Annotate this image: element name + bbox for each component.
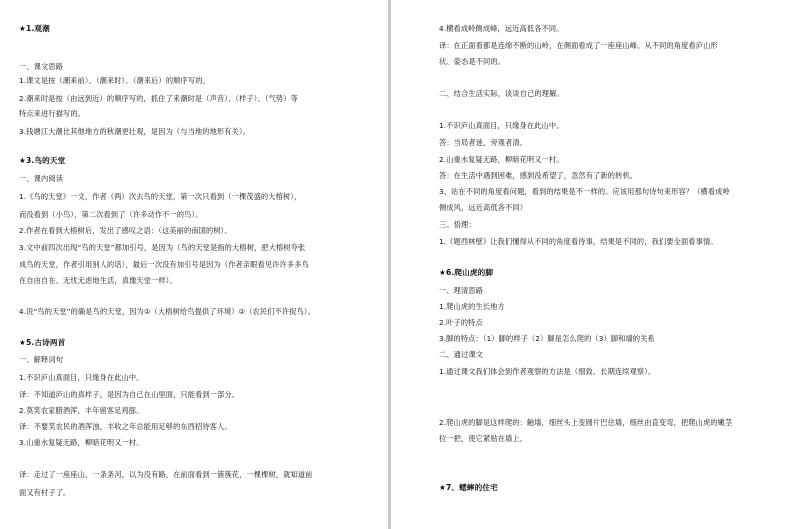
text-line: 3.脚的特点：（1）脚的样子（2）脚是怎么爬的（3）脚和墙的关系 [439, 334, 655, 343]
section-title-xishuai: ★7、蟋蟀的住宅 [439, 483, 498, 492]
text-line: 2.爬山虎的脚是这样爬的：触墙，细丝头上变圆片巴住墙，细丝由直变弯，把爬山虎的嫩茎 [439, 418, 733, 427]
section-subheading: 一、解释词句 [19, 355, 64, 364]
text-line: 2.莫笑农家腊酒浑，丰年留客足鸡豚。 [19, 406, 144, 415]
section-subheading: 二、通过课文 [439, 350, 484, 359]
section-subheading: 一、课文思路 [19, 62, 64, 71]
text-line: 4.说“鸟的天堂”的确是鸟的天堂，因为①（大榕树给鸟提供了环境）②（农民们不许捉鸟）。 [19, 307, 315, 316]
left-page [0, 0, 388, 529]
text-line: 3.钱塘江大潮比其他地方的秋潮更壮观，是因为（与当地的地形有关）。 [19, 127, 251, 136]
text-line: 1.爬山虎的生长地方 [439, 302, 505, 311]
text-line: 1.《鸟的天堂》一文，作者（两）次去鸟的天堂，第一次只看到（一棵茂盛的大榕树）， [19, 192, 302, 201]
text-line: 译：不要笑农民的酒浑浊，丰收之年总能用足够的东西招待客人。 [19, 422, 232, 431]
section-title-niaodetiantang: ★3.鸟的天堂 [19, 156, 66, 165]
section-title-guanchao: ★1.观潮 [19, 24, 50, 33]
text-line: 译：不知道庐山的真样子，是因为自己在山里面，只能看到一部分。 [19, 390, 240, 399]
text-line: 3.文中前四次出现“鸟的天堂”都加引号，是因为（鸟的天堂是指的大榕树，把大榕树夸张 [19, 243, 306, 252]
text-line: 在自由自在、无忧无虑地生活，真像天堂一样）。 [19, 276, 177, 285]
text-line: 拉一把，使它紧贴在墙上。 [439, 434, 528, 443]
text-line: 1.不识庐山真面目，只缘身在此山中。 [19, 373, 144, 382]
text-line: 1.课文是按（潮来前）、（潮来时）、（潮来后）的顺序写的。 [19, 76, 210, 85]
text-line: 特点来进行描写的。 [19, 109, 86, 118]
text-line: 侧成风，远近高低各不同） [439, 203, 528, 212]
text-line: 状、姿态是不同的。 [439, 57, 506, 66]
text-line: 3.山重水复疑无路，柳暗花明又一村。 [19, 438, 144, 447]
text-line: 1.《题西林壁》让我们懂得从不同的角度看待事，结果是不同的，我们要全面看事情。 [439, 237, 718, 246]
section-title-pashanhu: ★6.爬山虎的脚 [439, 268, 494, 277]
text-line: 译：走过了一座座山，一条条河，以为没有路，在前面看到一簇簇花，一棵棵树，就知道前 [19, 470, 313, 479]
text-line: 3、站在不同的角度看问题，看到的结果是不一样的。应该用那句诗句来形容？（横看成岭 [439, 187, 730, 196]
text-line: 译：在正面看都是连绵不断的山岭，在侧面看成了一座座山峰。从不同的角度看庐山形 [439, 41, 718, 50]
text-line: 成鸟的天堂，作者引用别人的话），最后一次没有加引号是因为（作者亲眼看见许许多多鸟 [19, 260, 309, 269]
section-subheading: 一、课内阅读 [19, 174, 64, 183]
text-line: 2.潮来时是按（由远到近）的顺序写的，抓住了来潮时是（声音）、（样子）、（气势）等 [19, 94, 298, 103]
text-line: 4.横看成岭侧成峰，远近高低各不同。 [439, 24, 564, 33]
text-line: 面又有村子了。 [19, 488, 71, 497]
section-subheading: 一、理清思路 [439, 286, 484, 295]
text-line: 2.山重水复疑无路，柳暗花明又一村。 [439, 155, 564, 164]
text-line: 答：当局者迷，旁观者清。 [439, 138, 528, 147]
text-line: 2.作者在看到大榕树后，发出了感叹之语：（这美丽的南国的树）。 [19, 226, 232, 235]
text-line: 1.通过课文我们体会到作者观察的方法是（细致、长期连续观察）。 [439, 367, 656, 376]
right-page [392, 0, 800, 529]
page-divider [388, 0, 391, 529]
text-line: 1.不识庐山真面目，只缘身在此山中。 [439, 121, 564, 130]
text-line: 2.叶子的特点 [439, 318, 483, 327]
text-line: 答：在生活中遇到困难，感到没希望了，忽然有了新的转机。 [439, 171, 638, 180]
section-subheading: 三、悟理： [439, 220, 476, 229]
section-subheading: 二、结合生活实际，谈谈自己的理解。 [439, 89, 564, 98]
text-line: 而没看到（小鸟），第二次看到了（许多动作不一的鸟）。 [19, 210, 203, 219]
section-title-gushi: ★5.古诗两首 [19, 338, 66, 347]
